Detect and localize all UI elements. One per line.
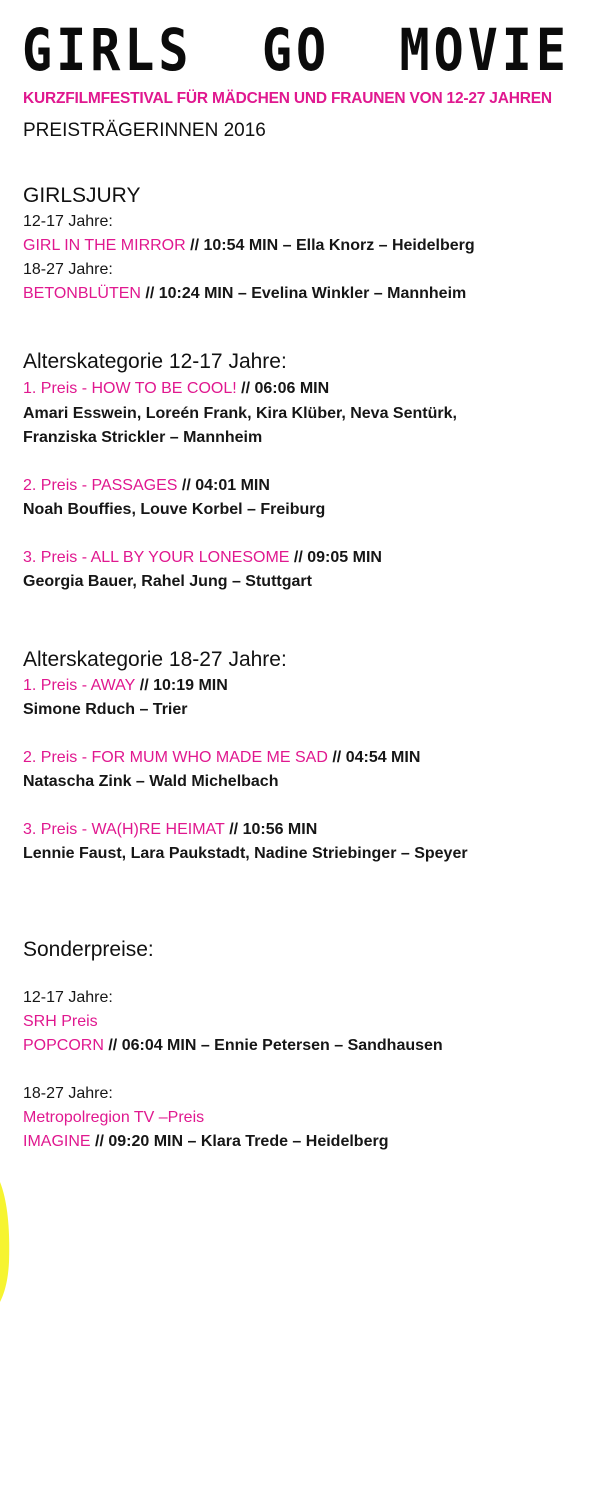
category-12-17-prize-1 — [23, 378, 329, 400]
girlsjury-age-1: 12-17 Jahre: — [23, 213, 113, 230]
festival-logo-title — [22, 16, 570, 84]
special-age-1: 12-17 Jahre: — [23, 989, 113, 1006]
girlsjury-heading: GIRLSJURY — [23, 184, 141, 207]
category-12-17-prize-1-names-cont: Franziska Strickler – Mannheim — [23, 429, 263, 446]
film-details: // 10:54 MIN – Ella Knorz – Heidelberg — [185, 237, 475, 254]
yellow-brush-mark — [0, 1182, 14, 1302]
girlsjury-winner-2 — [23, 283, 466, 305]
winners-year-heading: PREISTRÄGERINNEN 2016 — [23, 120, 266, 141]
category-12-17-prize-2 — [23, 475, 270, 497]
category-18-27-prize-3-names: Lennie Faust, Lara Paukstadt, Nadine Striebinger – Speyer — [23, 845, 468, 862]
prize-title: 3. Preis - WA(H)RE HEIMAT — [23, 821, 225, 838]
special-prize-2-name: Metropolregion TV –Preis — [23, 1109, 205, 1126]
category-12-17-prize-3 — [23, 547, 382, 569]
film-duration: // 10:19 MIN — [135, 677, 228, 694]
prize-title: 1. Preis - HOW TO BE COOL! — [23, 380, 237, 397]
title-word-girls: GIRLS — [22, 16, 193, 84]
special-prize-1-winner — [23, 1035, 443, 1057]
film-duration: // 04:01 MIN — [177, 477, 270, 494]
prize-title: 2. Preis - FOR MUM WHO MADE ME SAD — [23, 749, 328, 766]
film-duration: // 04:54 MIN — [327, 749, 421, 766]
film-title: POPCORN — [23, 1037, 104, 1054]
category-12-17-prize-3-names: Georgia Bauer, Rahel Jung – Stuttgart — [23, 573, 312, 590]
category-18-27-prize-2 — [23, 747, 420, 769]
special-prizes-heading: Sonderpreise: — [23, 938, 154, 961]
category-18-27-prize-2-names: Natascha Zink – Wald Michelbach — [23, 773, 279, 790]
category-18-27-prize-3 — [23, 819, 317, 841]
special-age-2: 18-27 Jahre: — [23, 1085, 113, 1102]
film-title: BETONBLÜTEN — [23, 285, 141, 302]
film-duration: // 09:05 MIN — [289, 549, 382, 566]
category-12-17-prize-2-names: Noah Bouffies, Louve Korbel – Freiburg — [23, 501, 326, 518]
film-duration: // 10:56 MIN — [224, 821, 318, 838]
film-title: IMAGINE — [23, 1133, 91, 1150]
girlsjury-winner-1 — [23, 235, 475, 257]
film-duration: // 06:06 MIN — [236, 380, 330, 397]
category-18-27-heading: Alterskategorie 18-27 Jahre: — [23, 648, 287, 671]
prize-title: 1. Preis - AWAY — [23, 677, 136, 694]
film-details: // 06:04 MIN – Ennie Petersen – Sandhausen — [103, 1037, 443, 1054]
film-details: // 10:24 MIN – Evelina Winkler – Mannheim — [140, 285, 467, 302]
title-word-movie: MOVIE — [399, 16, 570, 84]
festival-subtitle: KURZFILMFESTIVAL FÜR MÄDCHEN UND FRAUNEN VON 12-27 JAHREN — [23, 90, 552, 107]
category-12-17-heading: Alterskategorie 12-17 Jahre: — [23, 350, 287, 373]
prize-title: 3. Preis - ALL BY YOUR LONESOME — [23, 549, 290, 566]
category-18-27-prize-1-names: Simone Rduch – Trier — [23, 701, 188, 718]
girlsjury-age-2: 18-27 Jahre: — [23, 261, 113, 278]
prize-title: 2. Preis - PASSAGES — [23, 477, 178, 494]
special-prize-2-winner — [23, 1131, 388, 1153]
category-18-27-prize-1 — [23, 675, 228, 697]
film-details: // 09:20 MIN – Klara Trede – Heidelberg — [90, 1133, 389, 1150]
title-word-go: GO — [261, 16, 331, 84]
film-title: GIRL IN THE MIRROR — [23, 237, 186, 254]
special-prize-1-name: SRH Preis — [23, 1013, 98, 1030]
category-12-17-prize-1-names: Amari Esswein, Loreén Frank, Kira Klüber, Neva Sentürk, — [23, 405, 457, 422]
